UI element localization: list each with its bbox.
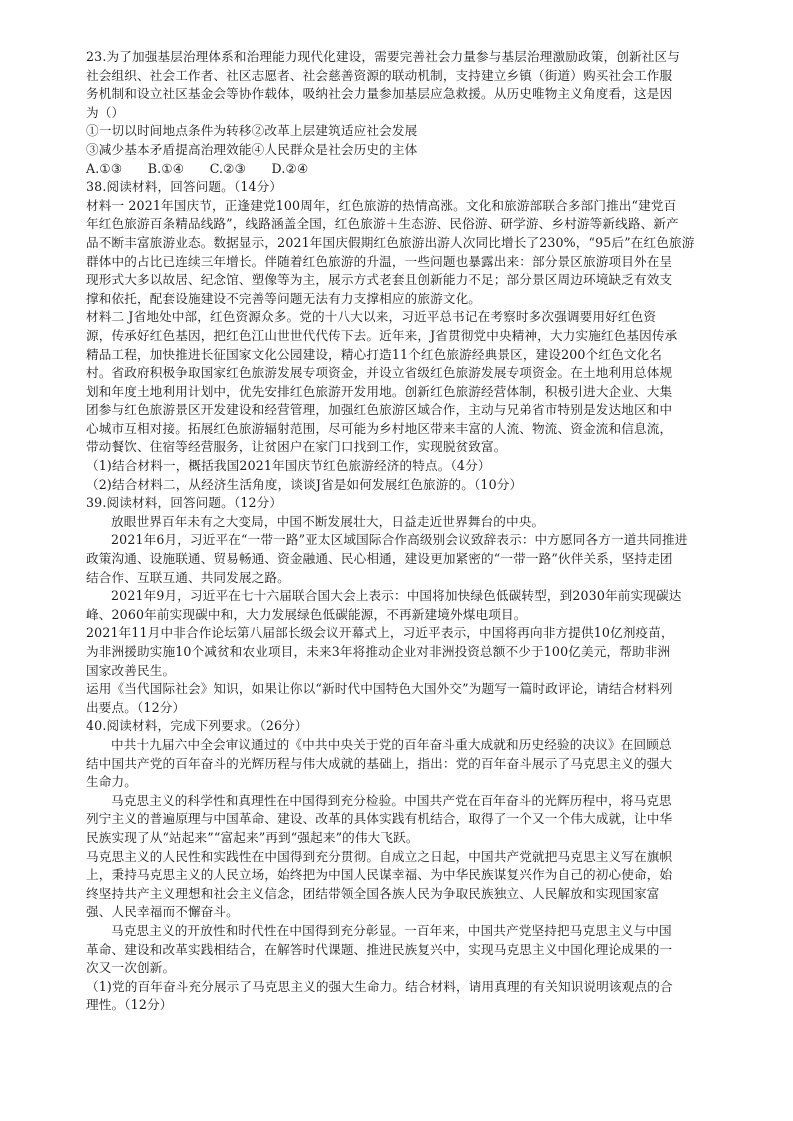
question-40 (86, 717, 707, 1015)
q39-paragraph: 2021年11月中非合作论坛第八届部长级会议开幕式上，习近平表示，中国将再向非方提供10亿剂疫苗， (86, 625, 674, 641)
q23-option-statements: ③减少基本矛盾提高治理效能④人民群众是社会历史的主体 (86, 141, 418, 157)
q40-paragraph: 马克思主义的开放性和时代性在中国得到充分彰显。一百年来，中国共产党坚持把马克思主义与中国 (111, 922, 672, 938)
q40-subquestion-1: （1)党的百年奋斗充分展示了马克思主义的强大生命力。结合材料，请用真理的有关知识说明该观点的合 (86, 978, 673, 994)
q38-material-2: 划和年度土地利用计划中，优先安排红色旅游开发用地。创新红色旅游经营体制，积极引进大企业、大集 (86, 383, 673, 399)
q40-paragraph: 马克思主义的人民性和实践性在中国得到充分贯彻。自成立之日起，中国共产党就把马克思主义写在旗帜 (86, 848, 673, 864)
q38-material-1: 年红色旅游百条精品线路”，线路涵盖全国，红色旅游＋生态游、民俗游、研学游、乡村游等新线路、新产 (86, 216, 679, 232)
q38-header: 38.阅读材料，回答问题。（14分） (86, 179, 283, 195)
q39-header: 39.阅读材料，回答问题。（12分） (86, 495, 283, 511)
q39-paragraph: 2021年9月，习近平在七十六届联合国大会上表示：中国将加快绿色低碳转型，到2030年前实现碳达 (111, 588, 682, 604)
q23-line: 社会组织、社会工作者、社区志愿者、社会慈善资源的联动机制，支持建立乡镇（街道）购买社会工作服 (86, 67, 673, 83)
q23-line: 务机制和设立社区基金会等协作载体，吸纳社会力量参加基层应急救援。从历史唯物主义角度看，这是因 (86, 86, 673, 102)
q23-line: 为（） (86, 104, 125, 120)
q40-paragraph: 上，秉持马克思主义的人民立场，始终把为中国人民谋幸福、为中华民族谋复兴作为自己的初心使命，始 (86, 867, 673, 883)
q39-paragraph: 政策沟通、设施联通、贸易畅通、资金融通、民心相通，建设更加紧密的“一带一路”伙伴关系，坚持走团 (86, 551, 673, 567)
q23-line: 23.为了加强基层治理体系和治理能力现代化建设，需要完善社会力量参与基层治理激励政策，创新社区与 (86, 49, 680, 64)
q40-paragraph: 终坚持共产主义理想和社会主义信念，团结带领全国各族人民为争取民族独立、人民解放和实现国家富 (86, 885, 660, 901)
question-38 (86, 178, 707, 494)
q39-task: 出要点。（12分） (86, 699, 186, 715)
q40-paragraph: 列宁主义的普遍原理与中国革命、建设、改革的具体实践有机结合，取得了一个又一个伟大成就，让中华 (86, 811, 673, 827)
q38-material-2: 村。省政府积极争取国家红色旅游发展专项资金，并设立省级红色旅游发展专项资金。在土地利用总体规 (86, 365, 673, 381)
q23-option-statements: ①一切以时间地点条件为转移②改革上层建筑适应社会发展 (86, 123, 418, 139)
q40-paragraph: 马克思主义的科学性和真理性在中国得到充分检验。中国共产党在百年奋斗的光辉历程中，将马克思 (111, 792, 672, 808)
q38-material-1: 品不断丰富旅游业态。数据显示，2021年国庆假期红色旅游出游人次同比增长了230%，“95后”在红色旅游 (86, 234, 695, 250)
question-23 (86, 48, 707, 178)
q40-paragraph: 革命、建设和改革实践相结合，在解答时代课题、推进民族复兴中，实现马克思主义中国化理论成果的一 (86, 941, 673, 957)
q40-paragraph: 民族实现了从“站起来”“富起来”再到“强起来”的伟大飞跃。 (86, 829, 419, 845)
q38-subquestion-2: （2)结合材料二，从经济生活角度，谈谈J省是如何发展红色旅游的。（10分） (86, 476, 523, 492)
q38-material-1: 现形式大多以故居、纪念馆、塑像等为主，展示方式老套且创新能力不足；部分景区周边环境缺乏有效支 (86, 272, 673, 288)
q40-paragraph: 结中国共产党的百年奋斗的光辉历程与伟大成就的基础上，指出：党的百年奋斗展示了马克思主义的强大 (86, 755, 673, 771)
q40-paragraph: 强、人民幸福而不懈奋斗。 (86, 904, 239, 920)
q38-subquestion-1: （1)结合材料一，概括我国2021年国庆节红色旅游经济的特点。（4分） (86, 458, 491, 474)
q23-answer-choices: A.①③ B.①④ C.②③ D.②④ (86, 160, 309, 176)
q40-paragraph: 中共十九届六中全会审议通过的《中共中央关于党的百年奋斗重大成就和历史经验的决议》在回顾总 (111, 736, 672, 752)
q39-paragraph: 峰、2060年前实现碳中和，大力发展绿色低碳能源，不再新建境外煤电项目。 (86, 606, 527, 622)
q39-paragraph: 2021年6月，习近平在“一带一路”亚太区域国际合作高级别会议致辞表示：中方愿同各方一道共同推进 (111, 532, 688, 548)
q40-subquestion-1: 理性。（12分） (86, 997, 173, 1013)
q39-paragraph: 放眼世界百年未有之大变局，中国不断发展壮大，日益走近世界舞台的中央。 (111, 513, 545, 529)
q38-material-2: 团参与红色旅游景区开发建设和经营管理，加强红色旅游区域合作，主动与兄弟省市特别是发达地区和中 (86, 402, 673, 418)
q38-material-2: 精品工程，加快推进长征国家文化公园建设，精心打造11个红色旅游经典景区，建设200个红色文化名 (86, 346, 663, 362)
q38-material-2: 心城市互相对接。拓展红色旅游辐射范围，尽可能为乡村地区带来丰富的人流、物流、资金流和信息流， (86, 420, 673, 436)
q39-paragraph: 结合作、互联互通、共同发展之路。 (86, 569, 290, 585)
q38-material-1: 撑和依托，配套设施建设不完善等问题无法有力支撑相应的旅游文化。 (86, 290, 482, 306)
q39-task: 运用《当代国际社会》知识，如果让你以“新时代中国特色大国外交”为题写一篇时政评论，请结合材料列 (86, 681, 673, 697)
q40-paragraph: 生命力。 (86, 774, 137, 790)
q39-paragraph: 为非洲援助实施10个减贫和农业项目，未来3年将推动企业对非洲投资总额不少于100亿美元，帮助非洲 (86, 644, 671, 659)
q40-header: 40.阅读材料，完成下列要求。（26分） (86, 718, 308, 734)
q39-paragraph: 国家改善民生。 (86, 662, 176, 678)
q40-paragraph: 次又一次创新。 (86, 960, 176, 976)
q38-material-1: 群体中的占比已连续三年增长。伴随着红色旅游的升温，一些问题也暴露出来：部分景区旅游项目外在呈 (86, 253, 673, 269)
q38-material-2: 材料二 J省地处中部，红色资源众多。党的十八大以来，习近平总书记在考察时多次强调要用好红色资 (86, 309, 657, 325)
q38-material-2: 源，传承好红色基因，把红色江山世世代代传下去。近年来，J省贯彻党中央精神，大力实施红色基因传承 (86, 327, 678, 343)
q38-material-1: 材料一 2021年国庆节，正逢建党100周年，红色旅游的热情高涨。文化和旅游部联合多部门推出“建党百 (86, 197, 677, 213)
question-39 (86, 494, 707, 717)
q38-material-2: 带动餐饮、住宿等经营服务，让贫困户在家门口找到工作，实现脱贫致富。 (86, 439, 507, 455)
